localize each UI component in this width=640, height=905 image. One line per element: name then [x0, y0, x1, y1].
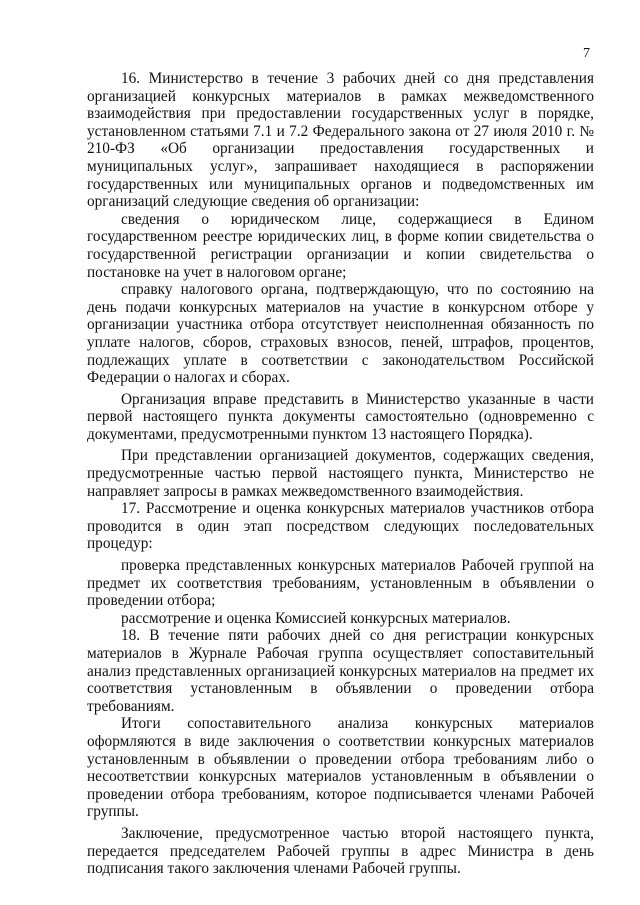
paragraph-17: 17. Рассмотрение и оценка конкурсных материалов участников отбора проводится в один этап посредством следующих последовательных процедур: [87, 500, 594, 553]
paragraph-18-results: Итоги сопоставительного анализа конкурсных материалов оформляются в виде заключения о соответствии конкурсных материалов установленным в объявлении о проведении отбора требованиям либо о несоответствии конкурсных материалов установленным в объявлении о проведении отбора требованиям, которое подписывается членами Рабочей группы. [87, 715, 594, 821]
paragraph-17-item-review: рассмотрение и оценка Комиссией конкурсных материалов. [121, 609, 511, 627]
paragraph-18: 18. В течение пяти рабочих дней со дня регистрации конкурсных материалов в Журнале Рабочая группа осуществляет сопоставительный анализ представленных организацией конкурсных материалов на предмет их соответствия установленным в объявлении о проведении отбора требованиям. [87, 627, 594, 715]
paragraph-17-item-check: проверка представленных конкурсных материалов Рабочей группой на предмет их соответствия требованиям, установленным в объявлении о проведении отбора; [87, 557, 594, 610]
paragraph-16-item-tax-certificate: справку налогового органа, подтверждающую, что по состоянию на день подачи конкурсных материалов на участие в конкурсном отборе у организации участника отбора отсутствует неисполненная обязанность по уплате налогов, сборов, страховых взносов, пеней, штрафов, процентов, подлежащих уплате в соответствии с законодательством Российской Федерации о налогах и сборах. [87, 281, 594, 387]
paragraph-16: 16. Министерство в течение 3 рабочих дней со дня представления организацией конкурсных материалов в рамках межведомственного взаимодействия при предоставлении государственных услуг в порядке, установленном статьями 7.1 и 7.2 Федерального закона от 27 июля 2010 г. № 210-ФЗ «Об организации предоставления государственных и муниципальных услуг», запрашивает находящиеся в распоряжении государственных или муниципальных органов и подведомственных им организаций следующие сведения об организации: [87, 70, 594, 211]
paragraph-16-no-requests: При представлении организацией документов, содержащих сведения, предусмотренные частью первой настоящего пункта, Министерство не направляет запросы в рамках межведомственного взаимодействия. [87, 447, 594, 500]
paragraph-16-item-egrul: сведения о юридическом лице, содержащиеся в Едином государственном реестре юридических лиц, в форме копии свидетельства о государственной регистрации организации и копии свидетельства о постановке на учет в налоговом органе; [87, 210, 594, 281]
document-body [87, 70, 594, 878]
paragraph-16-self-submission: Организация вправе представить в Министерство указанные в части первой настоящего пункта документы самостоятельно (одновременно с документами, предусмотренными пунктом 13 настоящего Порядка). [87, 390, 594, 443]
paragraph-18-conclusion: Заключение, предусмотренное частью второй настоящего пункта, передается председателем Рабочей группы в адрес Министра в день подписания такого заключения членами Рабочей группы. [87, 824, 594, 878]
page-number: 7 [583, 46, 590, 61]
